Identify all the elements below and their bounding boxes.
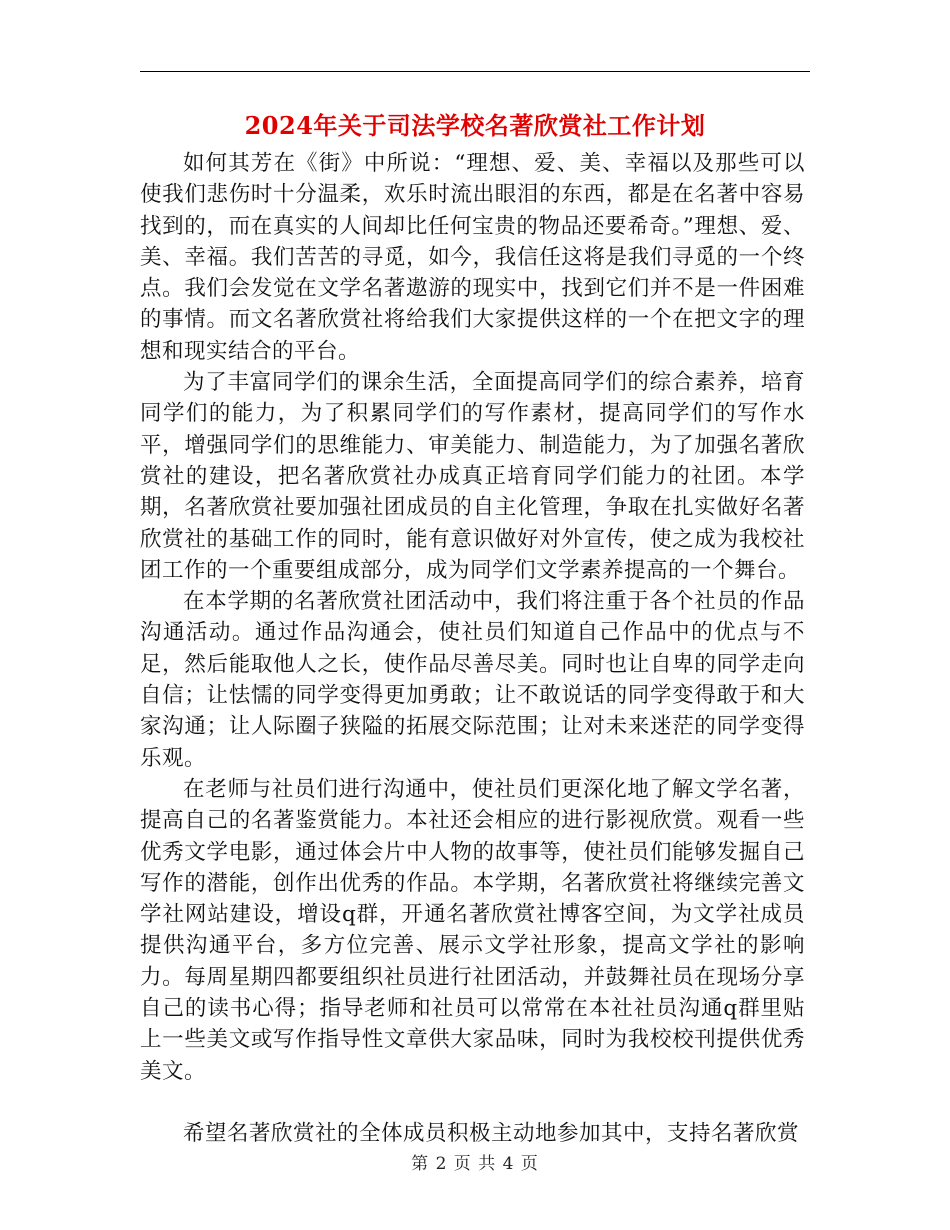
header-rule: [140, 71, 810, 72]
paragraph-2: 为了丰富同学们的课余生活，全面提高同学们的综合素养，培育同学们的能力，为了积累同学们的写作素材，提高同学们的写作水平，增强同学们的思维能力、审美能力、制造能力，为了加强名著欣赏社的建设，把名著欣赏社办成真正培育同学们能力的社团。本学期，名著欣赏社要加强社团成员的自主化管理，争取在扎实做好名著欣赏社的基础工作的同时，能有意识做好对外宣传，使之成为我校社团工作的一个重要组成部分，成为同学们文学素养提高的一个舞台。: [140, 370, 805, 583]
document-body: [140, 148, 805, 1149]
paragraph-4: 在老师与社员们进行沟通中，使社员们更深化地了解文学名著，提高自己的名著鉴赏能力。本社还会相应的进行影视欣赏。观看一些优秀文学电影，通过体会片中人物的故事等，使社员们能够发掘自己写作的潜能，创作出优秀的作品。本学期，名著欣赏社将继续完善文学社网站建设，增设q群，开通名著欣赏社博客空间，为文学社成员提供沟通平台，多方位完善、展示文学社形象，提高文学社的影响力。每周星期四都要组织社员进行社团活动，并鼓舞社员在现场分享自己的读书心得；指导老师和社员可以常常在本社社员沟通q群里贴上一些美文或写作指导性文章供大家品味，同时为我校校刊提供优秀美文。: [140, 776, 805, 1084]
document-title: 2024年关于司法学校名著欣赏社工作计划: [244, 111, 706, 140]
paragraph-5: 希望名著欣赏社的全体成员积极主动地参加其中，支持名著欣赏: [183, 1120, 800, 1146]
paragraph-1: 如何其芳在《街》中所说：“理想、爱、美、幸福以及那些可以使我们悲伤时十分温柔，欢乐时流出眼泪的东西，都是在名著中容易找到的，而在真实的人间却比任何宝贵的物品还要希奇。”理想、爱、美、幸福。我们苦苦的寻觅，如今，我信任这将是我们寻觅的一个终点。我们会发觉在文学名著遨游的现实中，找到它们并不是一件困难的事情。而文名著欣赏社将给我们大家提供这样的一个在把文字的理想和现实结合的平台。: [140, 151, 805, 364]
paragraph-3: 在本学期的名著欣赏社团活动中，我们将注重于各个社员的作品沟通活动。通过作品沟通会，使社员们知道自己作品中的优点与不足，然后能取他人之长，使作品尽善尽美。同时也让自卑的同学走向自信；让怯懦的同学变得更加勇敢；让不敢说话的同学变得敢于和大家沟通；让人际圈子狭隘的拓展交际范围；让对未来迷茫的同学变得乐观。: [140, 589, 805, 771]
page-number: 第 2 页 共 4 页: [411, 1154, 539, 1174]
